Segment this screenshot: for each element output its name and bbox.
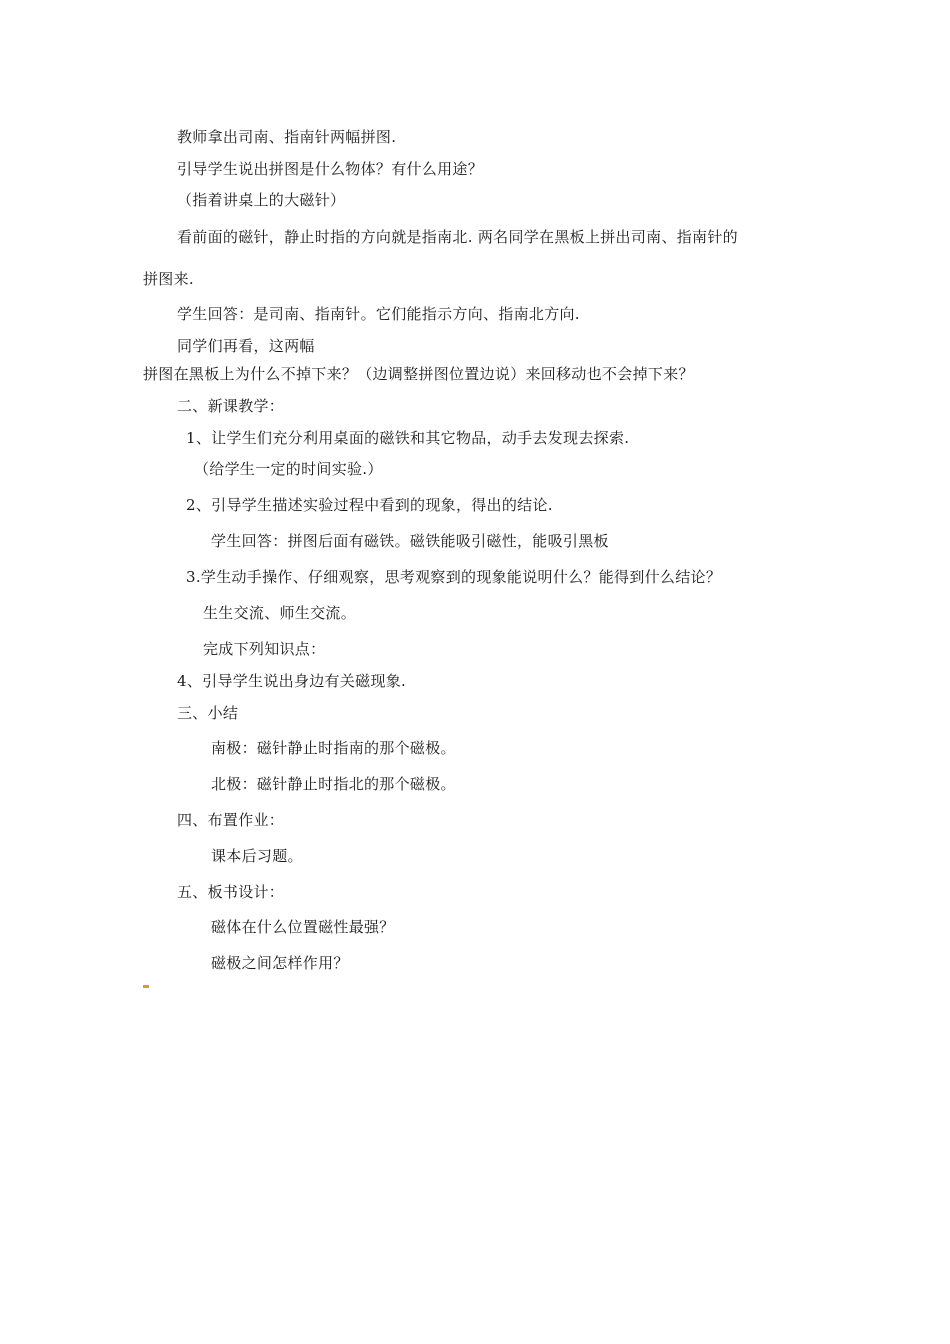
text-line-knowledge-points: 完成下列知识点： bbox=[203, 640, 326, 658]
section-heading-board-design: 五、板书设计： bbox=[177, 883, 285, 901]
text-line-student-answer-2: 学生回答：拼图后面有磁铁。磁铁能吸引磁性，能吸引黑板 bbox=[211, 532, 609, 550]
text-line-pole-interaction: 磁极之间怎样作用？ bbox=[211, 954, 349, 972]
section-heading-homework: 四、布置作业： bbox=[177, 811, 285, 829]
text-line-teacher-puzzles: 教师拿出司南、指南针两幅拼图. bbox=[177, 128, 397, 146]
list-item-3: 3.学生动手操作、仔细观察，思考观察到的现象能说明什么？能得到什么结论？ bbox=[186, 568, 722, 586]
section-heading-new-lesson: 二、新课教学： bbox=[177, 397, 285, 415]
text-line-look-again: 同学们再看，这两幅 bbox=[177, 337, 315, 355]
list-item-1: 1、让学生们充分利用桌面的磁铁和其它物品，动手去发现去探索. bbox=[186, 429, 630, 447]
margin-marker bbox=[143, 985, 149, 988]
text-line-experiment-time: （给学生一定的时间实验.） bbox=[194, 460, 383, 478]
text-line-strongest-magnetism: 磁体在什么位置磁性最强？ bbox=[211, 918, 395, 936]
text-line-big-needle: （指着讲桌上的大磁针） bbox=[177, 191, 346, 209]
text-line-north-pole: 北极：磁针静止时指北的那个磁极。 bbox=[211, 775, 456, 793]
text-line-why-not-fall: 拼图在黑板上为什么不掉下来？（边调整拼图位置边说）来回移动也不会掉下来？ bbox=[143, 365, 694, 383]
list-item-4: 4、引导学生说出身边有关磁现象. bbox=[177, 672, 407, 690]
text-line-student-answer-1: 学生回答：是司南、指南针。它们能指示方向、指南北方向. bbox=[177, 305, 580, 323]
text-line-puzzle-continued: 拼图来. bbox=[143, 270, 194, 288]
list-item-2: 2、引导学生描述实验过程中看到的现象，得出的结论. bbox=[186, 496, 553, 514]
text-line-south-pole: 南极：磁针静止时指南的那个磁极。 bbox=[211, 739, 456, 757]
text-line-exercises: 课本后习题。 bbox=[211, 847, 303, 865]
section-heading-summary: 三、小结 bbox=[177, 704, 239, 722]
text-line-exchange: 生生交流、师生交流。 bbox=[203, 604, 357, 622]
text-line-guide-question: 引导学生说出拼图是什么物体？有什么用途？ bbox=[177, 160, 484, 178]
text-line-needle-direction: 看前面的磁针，静止时指的方向就是指南北. 两名同学在黑板上拼出司南、指南针的 bbox=[177, 228, 738, 246]
